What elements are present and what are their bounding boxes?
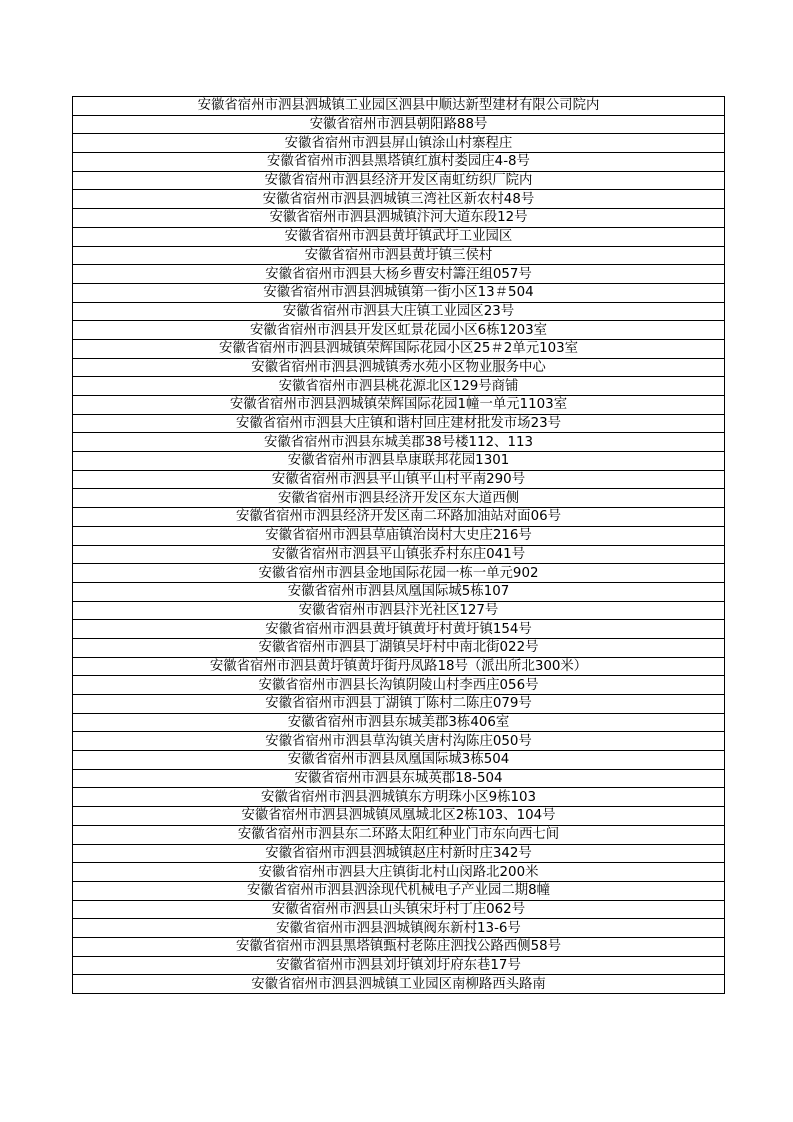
address-cell: 安徽省宿州市泗县桃花源北区129号商铺 — [73, 377, 725, 396]
address-cell: 安徽省宿州市泗县东二环路太阳红种业门市东向西七间 — [73, 825, 725, 844]
address-cell: 安徽省宿州市泗县大杨乡曹安村籌汪组057号 — [73, 265, 725, 284]
table-row — [73, 638, 725, 657]
address-cell: 安徽省宿州市泗县泗城镇三湾社区新农村48号 — [73, 190, 725, 209]
table-row — [73, 881, 725, 900]
table-row — [73, 919, 725, 938]
address-cell: 安徽省宿州市泗县刘圩镇刘圩府东巷17号 — [73, 956, 725, 975]
address-cell: 安徽省宿州市泗县泗城镇荣辉国际花园小区25＃2单元103室 — [73, 339, 725, 358]
table-row — [73, 97, 725, 116]
table-row — [73, 937, 725, 956]
table-row — [73, 564, 725, 583]
table-row — [73, 358, 725, 377]
address-cell: 安徽省宿州市泗县草庙镇治岗村大史庄216号 — [73, 526, 725, 545]
address-cell: 安徽省宿州市泗县泗城镇荣辉国际花园1幢一单元1103室 — [73, 396, 725, 415]
address-cell: 安徽省宿州市泗县泗城镇凤凰城北区2栋103、104号 — [73, 807, 725, 826]
table-row — [73, 396, 725, 415]
address-cell: 安徽省宿州市泗县泗城镇阀东新村13-6号 — [73, 919, 725, 938]
table-row — [73, 339, 725, 358]
address-cell: 安徽省宿州市泗县朝阳路88号 — [73, 115, 725, 134]
table-row — [73, 695, 725, 714]
address-cell: 安徽省宿州市泗县大庄镇街北村山闵路北200米 — [73, 863, 725, 882]
table-row — [73, 190, 725, 209]
table-row — [73, 526, 725, 545]
address-cell: 安徽省宿州市泗县黄圩镇黄圩街丹凤路18号（派出所北300米） — [73, 657, 725, 676]
table-row — [73, 209, 725, 228]
table-row — [73, 265, 725, 284]
address-table-body — [73, 97, 725, 994]
table-row — [73, 283, 725, 302]
address-cell: 安徽省宿州市泗县丁湖镇吴圩村中南北街022号 — [73, 638, 725, 657]
table-row — [73, 171, 725, 190]
table-row — [73, 825, 725, 844]
table-row — [73, 321, 725, 340]
table-row — [73, 134, 725, 153]
address-cell: 安徽省宿州市泗县大庄镇工业园区23号 — [73, 302, 725, 321]
address-cell: 安徽省宿州市泗县草沟镇关唐村沟陈庄050号 — [73, 732, 725, 751]
table-row — [73, 470, 725, 489]
address-cell: 安徽省宿州市泗县经济开发区南虹纺织厂院内 — [73, 171, 725, 190]
table-row — [73, 582, 725, 601]
address-cell: 安徽省宿州市泗县泗涂现代机械电子产业园二期8幢 — [73, 881, 725, 900]
table-row — [73, 863, 725, 882]
address-cell: 安徽省宿州市泗县黑塔镇红旗村娄园庄4-8号 — [73, 153, 725, 172]
address-cell: 安徽省宿州市泗县平山镇平山村平南290号 — [73, 470, 725, 489]
table-row — [73, 751, 725, 770]
address-cell: 安徽省宿州市泗县泗城镇工业园区南柳路西头路南 — [73, 975, 725, 994]
address-cell: 安徽省宿州市泗县经济开发区东大道西侧 — [73, 489, 725, 508]
address-cell: 安徽省宿州市泗县平山镇张乔村东庄041号 — [73, 545, 725, 564]
address-cell: 安徽省宿州市泗县金地国际花园一栋一单元902 — [73, 564, 725, 583]
address-cell: 安徽省宿州市泗县黑塔镇甄村老陈庄泗找公路西侧58号 — [73, 937, 725, 956]
address-cell: 安徽省宿州市泗县长沟镇阴陵山村李西庄056号 — [73, 676, 725, 695]
table-row — [73, 769, 725, 788]
address-cell: 安徽省宿州市泗县开发区虹景花园小区6栋1203室 — [73, 321, 725, 340]
address-cell: 安徽省宿州市泗县凤凰国际城5栋107 — [73, 582, 725, 601]
table-row — [73, 508, 725, 527]
address-cell: 安徽省宿州市泗县大庄镇和谐村回庄建材批发市场23号 — [73, 414, 725, 433]
address-cell: 安徽省宿州市泗县东城美郡38号楼112、113 — [73, 433, 725, 452]
address-cell: 安徽省宿州市泗县黄圩镇黄圩村黄圩镇154号 — [73, 620, 725, 639]
table-row — [73, 713, 725, 732]
address-cell: 安徽省宿州市泗县泗城镇赵庄村新时庄342号 — [73, 844, 725, 863]
address-cell: 安徽省宿州市泗县经济开发区南二环路加油站对面06号 — [73, 508, 725, 527]
table-row — [73, 788, 725, 807]
address-cell: 安徽省宿州市泗县泗城镇汴河大道东段12号 — [73, 209, 725, 228]
table-row — [73, 956, 725, 975]
address-cell: 安徽省宿州市泗县泗城镇东方明珠小区9栋103 — [73, 788, 725, 807]
table-row — [73, 377, 725, 396]
address-cell: 安徽省宿州市泗县屏山镇涂山村寨程庄 — [73, 134, 725, 153]
address-cell: 安徽省宿州市泗县东城美郡3栋406室 — [73, 713, 725, 732]
table-row — [73, 153, 725, 172]
table-row — [73, 601, 725, 620]
address-cell: 安徽省宿州市泗县汴光社区127号 — [73, 601, 725, 620]
table-row — [73, 115, 725, 134]
table-row — [73, 676, 725, 695]
address-cell: 安徽省宿州市泗县黄圩镇武圩工业园区 — [73, 227, 725, 246]
address-cell: 安徽省宿州市泗县泗城镇秀水苑小区物业服务中心 — [73, 358, 725, 377]
table-row — [73, 844, 725, 863]
table-row — [73, 489, 725, 508]
table-row — [73, 302, 725, 321]
address-cell: 安徽省宿州市泗县黄圩镇三侯村 — [73, 246, 725, 265]
address-cell: 安徽省宿州市泗县凤凰国际城3栋504 — [73, 751, 725, 770]
address-cell: 安徽省宿州市泗县东城英郡18-504 — [73, 769, 725, 788]
table-row — [73, 900, 725, 919]
address-cell: 安徽省宿州市泗县泗城镇第一街小区13＃504 — [73, 283, 725, 302]
address-table — [72, 96, 725, 994]
address-cell: 安徽省宿州市泗县丁湖镇丁陈村二陈庄079号 — [73, 695, 725, 714]
table-row — [73, 545, 725, 564]
table-row — [73, 246, 725, 265]
table-row — [73, 433, 725, 452]
table-row — [73, 452, 725, 471]
address-cell: 安徽省宿州市泗县泗城镇工业园区泗县中顺达新型建材有限公司院内 — [73, 97, 725, 116]
address-cell: 安徽省宿州市泗县山头镇宋圩村丁庄062号 — [73, 900, 725, 919]
table-row — [73, 227, 725, 246]
table-row — [73, 657, 725, 676]
table-row — [73, 620, 725, 639]
table-row — [73, 975, 725, 994]
table-row — [73, 732, 725, 751]
table-row — [73, 414, 725, 433]
table-row — [73, 807, 725, 826]
address-cell: 安徽省宿州市泗县阜康联邦花园1301 — [73, 452, 725, 471]
